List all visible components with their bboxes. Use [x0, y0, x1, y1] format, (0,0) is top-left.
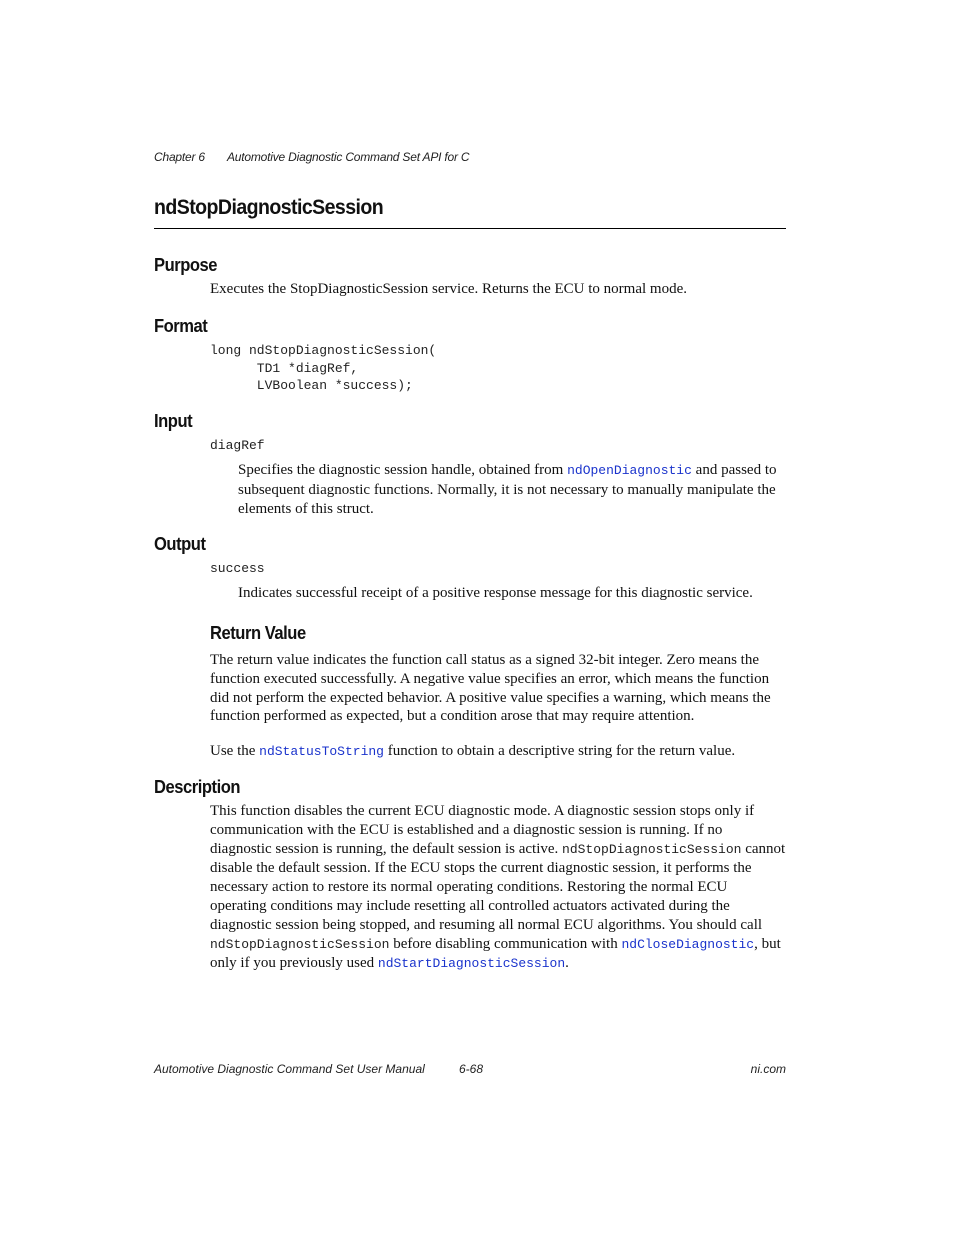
- output-heading-text: Output: [154, 534, 206, 554]
- input-heading: [154, 411, 195, 432]
- description-heading-text: Description: [154, 777, 241, 797]
- description-text: This function disables the current ECU diagnostic mode. A diagnostic session stops only if communication with the ECU is established and a diagnostic session is running. If no diagnostic session is running, the default session is active.: [210, 803, 755, 857]
- footer-manual-title: Automotive Diagnostic Command Set User Manual: [154, 1062, 425, 1076]
- link-ndCloseDiagnostic[interactable]: ndCloseDiagnostic: [621, 936, 755, 952]
- footer-page-number: 6-68: [459, 1062, 484, 1076]
- chapter-label: Chapter 6: [154, 150, 205, 164]
- description-text: before disabling communication with: [389, 935, 622, 952]
- return-value-heading: [210, 623, 314, 644]
- return-value-paragraph: The return value indicates the function call status as a signed 32-bit integer. Zero means the function executed successfully. A negative value specifies an error, which means the function did not perform the expected behavior. A positive value specifies a warning, which means the function performed as expected, but a condition arose that may require attention.: [210, 652, 771, 725]
- description-text: .: [565, 955, 569, 972]
- running-header: [154, 150, 469, 164]
- output-description: Indicates successful receipt of a positive response message for this diagnostic service.: [238, 585, 753, 601]
- link-ndOpenDiagnostic[interactable]: ndOpenDiagnostic: [567, 463, 692, 478]
- format-heading: [154, 316, 212, 337]
- description-text: cannot disable the default session. If the ECU stops the current diagnostic session, it performs the necessary action to restore its normal operating conditions. Restoring the normal ECU operating conditions may include resetting all controlled actuators activated during the diagnostic session being stopped, and resuming all normal ECU algorithms. You should call: [210, 840, 786, 933]
- purpose-heading: [154, 255, 223, 276]
- return-value-heading-text: Return Value: [210, 623, 306, 643]
- usage-text-end: function to obtain a descriptive string for the return value.: [383, 743, 736, 759]
- description-heading: [154, 777, 248, 798]
- input-text-start: Specifies the diagnostic session handle, obtained from: [238, 462, 568, 478]
- inline-code: ndStopDiagnosticSession: [562, 841, 742, 857]
- description-text: , but only if you previously used: [210, 935, 781, 972]
- code-line: LVBoolean *success);: [210, 378, 413, 393]
- format-heading-text: Format: [154, 316, 208, 336]
- description-paragraph: [210, 802, 786, 974]
- link-ndStartDiagnosticSession[interactable]: ndStartDiagnosticSession: [377, 956, 566, 972]
- input-heading-text: Input: [154, 411, 193, 431]
- footer-site: ni.com: [750, 1062, 786, 1076]
- page-title: [154, 196, 786, 229]
- input-text-end: and passed to subsequent diagnostic functions. Normally, it is not necessary to manually manipulate the elements of this struct.: [238, 462, 777, 517]
- input-param-name: diagRef: [210, 438, 265, 453]
- code-line: TD1 *diagRef,: [210, 360, 359, 376]
- usage-text-start: Use the: [210, 743, 260, 759]
- return-value-usage: [210, 742, 786, 762]
- code-line: long ndStopDiagnosticSession(: [210, 343, 437, 358]
- inline-code: ndStopDiagnosticSession: [210, 936, 390, 952]
- link-ndStatusToString[interactable]: ndStatusToString: [259, 744, 384, 759]
- format-code-block: [210, 342, 436, 395]
- output-param-name: success: [210, 561, 265, 576]
- function-name-heading: ndStopDiagnosticSession: [154, 196, 384, 219]
- purpose-heading-text: Purpose: [154, 255, 218, 275]
- output-heading: [154, 534, 210, 555]
- purpose-text: Executes the StopDiagnosticSession service. Returns the ECU to normal mode.: [210, 281, 687, 297]
- chapter-title: Automotive Diagnostic Command Set API for C: [227, 150, 470, 164]
- input-description: [238, 461, 786, 518]
